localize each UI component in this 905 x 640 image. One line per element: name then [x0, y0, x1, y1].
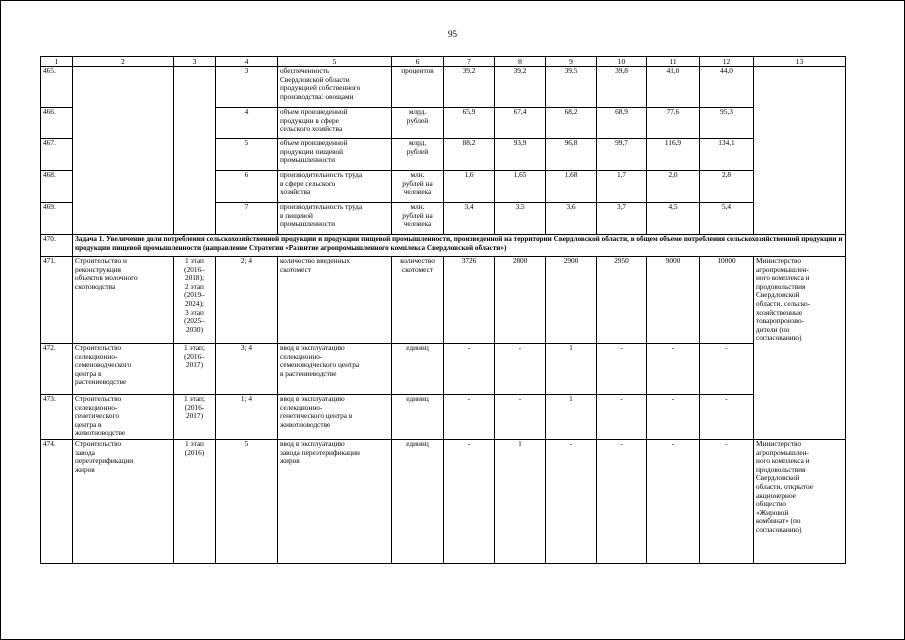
- value-cell: 39,2: [444, 67, 495, 108]
- value-cell: 65,9: [444, 108, 495, 139]
- measure-name: Строительство и реконструкция объектов молочного скотоводства: [73, 257, 174, 344]
- measure-name: Строительство селекционно- генетического центра в животноводстве: [73, 395, 174, 440]
- indicator-index: 6: [216, 171, 278, 203]
- value-cell: -: [700, 344, 754, 395]
- column-header: 5: [278, 57, 392, 67]
- stage-cell: 1 этап; (2016– 2017): [174, 344, 216, 395]
- value-cell: 44,0: [700, 67, 754, 108]
- value-cell: 116,9: [647, 139, 700, 171]
- stage-cell: 1 этап (2016– 2018); 2 этап (2019– 2024); 3 этап (2025– 2030): [174, 257, 216, 344]
- column-header: 9: [546, 57, 597, 67]
- value-cell: 96,8: [546, 139, 597, 171]
- value-cell: 77,6: [647, 108, 700, 139]
- value-cell: 67,4: [495, 108, 546, 139]
- indicator-name: ввод в эксплуатацию завода переэтерификации жиров: [278, 440, 392, 564]
- value-cell: -: [647, 395, 700, 440]
- unit-cell: млрд. рублей: [392, 108, 444, 139]
- value-cell: 1: [495, 440, 546, 564]
- indicator-index: 3: [216, 67, 278, 108]
- column-header: 10: [597, 57, 647, 67]
- unit-cell: процентов: [392, 67, 444, 108]
- measure-cell-empty: [73, 67, 174, 235]
- responsible-cell: Министерство агропромышлен- ного комплекса и продовольствия Свердловской области, открытое акционерное общество «Жировой комбинат» (по согласованию): [754, 440, 846, 564]
- value-cell: 88,2: [444, 139, 495, 171]
- value-cell: 93,9: [495, 139, 546, 171]
- row-number: 465.: [41, 67, 73, 108]
- value-cell: -: [444, 344, 495, 395]
- indicator-name: производительность труда в пищевой промышленности: [278, 203, 392, 235]
- value-cell: -: [444, 395, 495, 440]
- value-cell: 39,2: [495, 67, 546, 108]
- row-number: 473.: [41, 395, 73, 440]
- value-cell: 9000: [647, 257, 700, 344]
- value-cell: 3726: [444, 257, 495, 344]
- value-cell: 5,4: [700, 203, 754, 235]
- value-cell: 1,6: [444, 171, 495, 203]
- value-cell: 2900: [546, 257, 597, 344]
- column-header: 4: [216, 57, 278, 67]
- row-number: 474.: [41, 440, 73, 564]
- value-cell: 1: [546, 344, 597, 395]
- value-cell: 1: [546, 395, 597, 440]
- value-cell: 2800: [495, 257, 546, 344]
- header-row: [41, 57, 846, 67]
- column-header: 3: [174, 57, 216, 67]
- row-number: 467.: [41, 139, 73, 171]
- row-number: 466.: [41, 108, 73, 139]
- value-cell: 68,9: [597, 108, 647, 139]
- value-cell: 3,7: [597, 203, 647, 235]
- value-cell: -: [700, 395, 754, 440]
- indicator-index: 7: [216, 203, 278, 235]
- column-header: 8: [495, 57, 546, 67]
- value-cell: 134,1: [700, 139, 754, 171]
- indicator-name: ввод в эксплуатацию селекционно- семеноводческого центра в растениеводстве: [278, 344, 392, 395]
- indicator-name: обеспеченность Свердловской области продукцией собственного производства: овощами: [278, 67, 392, 108]
- target-links: 1; 4: [216, 395, 278, 440]
- row-number: 470.: [41, 235, 73, 257]
- stage-cell-empty: [174, 67, 216, 235]
- table-row: [41, 344, 846, 395]
- value-cell: -: [495, 395, 546, 440]
- page-number: 95: [448, 29, 457, 39]
- value-cell: -: [495, 344, 546, 395]
- task-row: [41, 235, 846, 257]
- row-number: 469.: [41, 203, 73, 235]
- value-cell: 3,6: [546, 203, 597, 235]
- unit-cell: единиц: [392, 344, 444, 395]
- indicator-name: количество введенных скотомест: [278, 257, 392, 344]
- value-cell: 1,65: [495, 171, 546, 203]
- unit-cell: млн. рублей на человека: [392, 203, 444, 235]
- value-cell: 1,68: [546, 171, 597, 203]
- column-header: 11: [647, 57, 700, 67]
- value-cell: 2,0: [647, 171, 700, 203]
- unit-cell: млрд. рублей: [392, 139, 444, 171]
- value-cell: 68,2: [546, 108, 597, 139]
- column-header: 7: [444, 57, 495, 67]
- target-links: 3; 4: [216, 344, 278, 395]
- table-row: [41, 67, 846, 108]
- value-cell: 3,5: [495, 203, 546, 235]
- plan-table: [40, 56, 846, 564]
- value-cell: 2,8: [700, 171, 754, 203]
- value-cell: 39,8: [597, 67, 647, 108]
- measure-name: Строительство селекционно- семеноводческого центра в растениеводстве: [73, 344, 174, 395]
- value-cell: -: [597, 344, 647, 395]
- value-cell: 3,4: [444, 203, 495, 235]
- table-row: [41, 395, 846, 440]
- value-cell: 99,7: [597, 139, 647, 171]
- table-row: [41, 257, 846, 344]
- target-links: 5: [216, 440, 278, 564]
- value-cell: 10000: [700, 257, 754, 344]
- value-cell: -: [597, 395, 647, 440]
- value-cell: -: [700, 440, 754, 564]
- column-header: 2: [73, 57, 174, 67]
- value-cell: 4,5: [647, 203, 700, 235]
- responsible-cell-empty: [754, 67, 846, 235]
- unit-cell: количество скотомест: [392, 257, 444, 344]
- indicator-index: 4: [216, 108, 278, 139]
- value-cell: -: [647, 440, 700, 564]
- value-cell: 41,0: [647, 67, 700, 108]
- value-cell: -: [546, 440, 597, 564]
- value-cell: 39,5: [546, 67, 597, 108]
- value-cell: 1,7: [597, 171, 647, 203]
- indicator-name: производительность труда в сфере сельского хозяйства: [278, 171, 392, 203]
- unit-cell: единиц: [392, 395, 444, 440]
- column-header: 6: [392, 57, 444, 67]
- indicator-name: объем произведенной продукции в сфере сельского хозяйства: [278, 108, 392, 139]
- indicator-index: 5: [216, 139, 278, 171]
- value-cell: 2950: [597, 257, 647, 344]
- stage-cell: 1 этап; (2016- 2017): [174, 395, 216, 440]
- table-row: [41, 440, 846, 564]
- measure-name: Строительство завода переэтерификации жиров: [73, 440, 174, 564]
- column-header: 13: [754, 57, 846, 67]
- value-cell: -: [647, 344, 700, 395]
- value-cell: -: [597, 440, 647, 564]
- row-number: 468.: [41, 171, 73, 203]
- value-cell: -: [444, 440, 495, 564]
- indicator-name: объем произведенной продукции пищевой промышленности: [278, 139, 392, 171]
- value-cell: 95,3: [700, 108, 754, 139]
- unit-cell: млн. рублей на человека: [392, 171, 444, 203]
- indicator-name: ввод в эксплуатацию селекционно- генетического центра в животноводстве: [278, 395, 392, 440]
- stage-cell: 1 этап (2016): [174, 440, 216, 564]
- unit-cell: единиц: [392, 440, 444, 564]
- task-title: Задача 1. Увеличение доли потребления сельскохозяйственной продукции и продукции пищевой промышленности, произведенной на территории Свердловской области, в общем объеме потребления сельскохозяйственной продукции и продукции пищевой промышленности (направление Стратегии «Развитие агропромышленного комплекса Свердловской области»): [73, 235, 846, 257]
- target-links: 2; 4: [216, 257, 278, 344]
- row-number: 471.: [41, 257, 73, 344]
- responsible-cell: Министерство агропромышлен- ного комплекса и продовольствия Свердловской области, сельско- хозяйственные товаропроизво- дители (по согласованию): [754, 257, 846, 440]
- column-header: 1: [41, 57, 73, 67]
- column-header: 12: [700, 57, 754, 67]
- row-number: 472.: [41, 344, 73, 395]
